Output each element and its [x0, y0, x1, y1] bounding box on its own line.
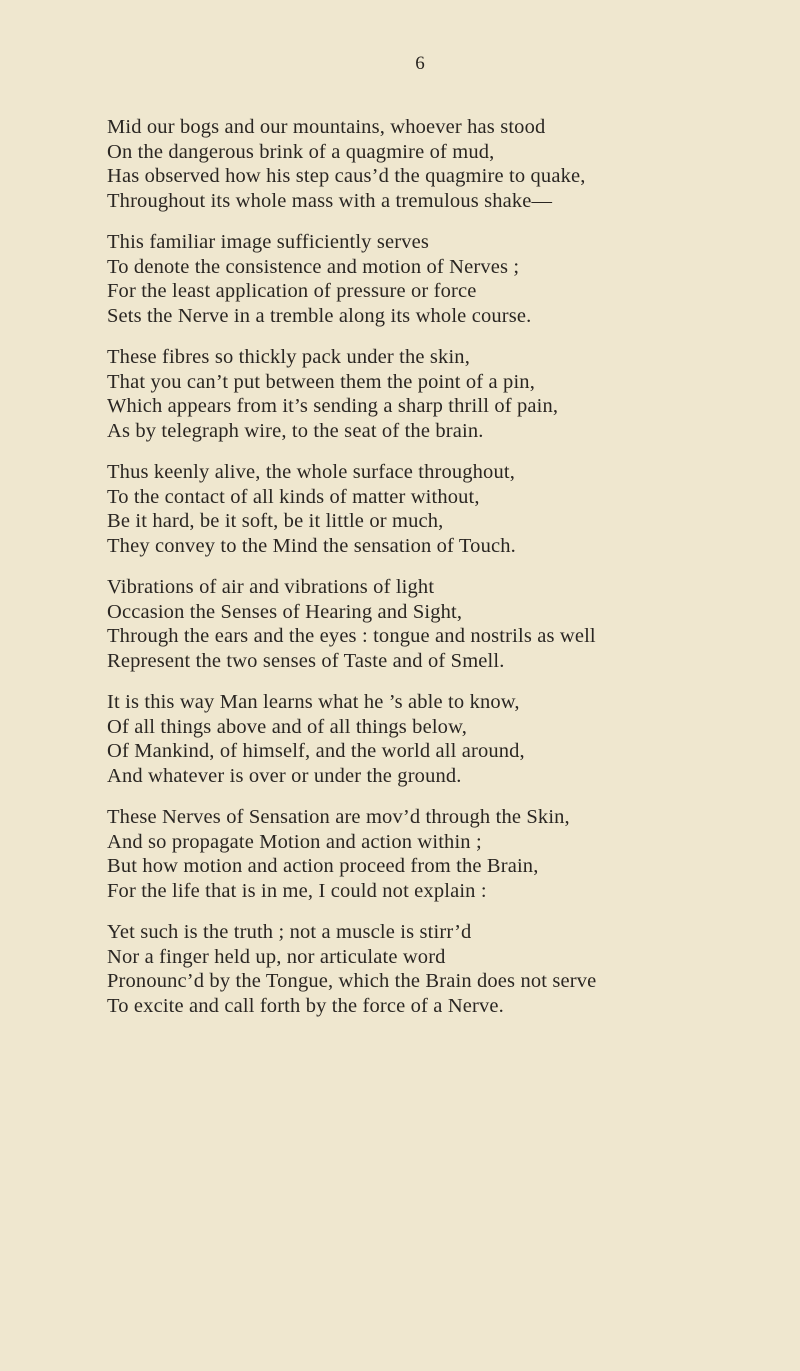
poem-line: Mid our bogs and our mountains, whoever has stood — [107, 116, 546, 138]
poem-line: As by telegraph wire, to the seat of the brain. — [107, 419, 484, 442]
poem-line: Represent the two senses of Taste and of Smell. — [107, 649, 505, 672]
poem-line: Yet such is the truth ; not a muscle is stirr’d — [107, 921, 472, 943]
stanza — [107, 920, 787, 1018]
poem-line: Through the ears and the eyes : tongue and nostrils as well — [107, 625, 596, 647]
poem-line: On the dangerous brink of a quagmire of mud, — [107, 140, 495, 163]
stanza — [107, 575, 787, 673]
stanza — [107, 115, 787, 213]
poem-line: Which appears from it’s sending a sharp thrill of pain, — [107, 395, 559, 417]
poem-line: Thus keenly alive, the whole surface throughout, — [107, 461, 515, 483]
stanza — [107, 805, 787, 903]
stanza — [107, 345, 787, 443]
poem-line: To excite and call forth by the force of a Nerve. — [107, 994, 504, 1017]
page-number: 6 — [415, 53, 425, 74]
poem-line: Be it hard, be it soft, be it little or much, — [107, 510, 444, 532]
stanza — [107, 690, 787, 788]
poem-line: Of Mankind, of himself, and the world all around, — [107, 740, 525, 762]
poem-line: Nor a finger held up, nor articulate word — [107, 945, 446, 968]
poem-line: For the life that is in me, I could not explain : — [107, 879, 487, 902]
poem-line: And whatever is over or under the ground. — [107, 764, 462, 787]
poem-line: Occasion the Senses of Hearing and Sight, — [107, 600, 463, 623]
poem-line: Of all things above and of all things below, — [107, 715, 467, 738]
poem-line: They convey to the Mind the sensation of Touch. — [107, 534, 516, 557]
poem — [107, 115, 787, 1035]
poem-line: This familiar image sufficiently serves — [107, 231, 429, 253]
poem-line: To denote the consistence and motion of Nerves ; — [107, 255, 520, 278]
stanza — [107, 230, 787, 328]
poem-line: That you can’t put between them the point of a pin, — [107, 370, 535, 393]
stanza — [107, 460, 787, 558]
poem-line: Has observed how his step caus’d the quagmire to quake, — [107, 165, 586, 187]
poem-line: Throughout its whole mass with a tremulous shake— — [107, 189, 553, 212]
poem-line: For the least application of pressure or force — [107, 280, 477, 302]
poem-line: Sets the Nerve in a tremble along its whole course. — [107, 304, 532, 327]
poem-line: But how motion and action proceed from the Brain, — [107, 855, 539, 877]
poem-line: Vibrations of air and vibrations of light — [107, 576, 435, 598]
poem-line: It is this way Man learns what he ’s able to know, — [107, 691, 520, 713]
poem-line: To the contact of all kinds of matter without, — [107, 485, 480, 508]
poem-line: And so propagate Motion and action within ; — [107, 830, 482, 853]
poem-line: These fibres so thickly pack under the skin, — [107, 346, 470, 368]
poem-line: Pronounc’d by the Tongue, which the Brain does not serve — [107, 970, 597, 992]
poem-line: These Nerves of Sensation are mov’d through the Skin, — [107, 806, 570, 828]
